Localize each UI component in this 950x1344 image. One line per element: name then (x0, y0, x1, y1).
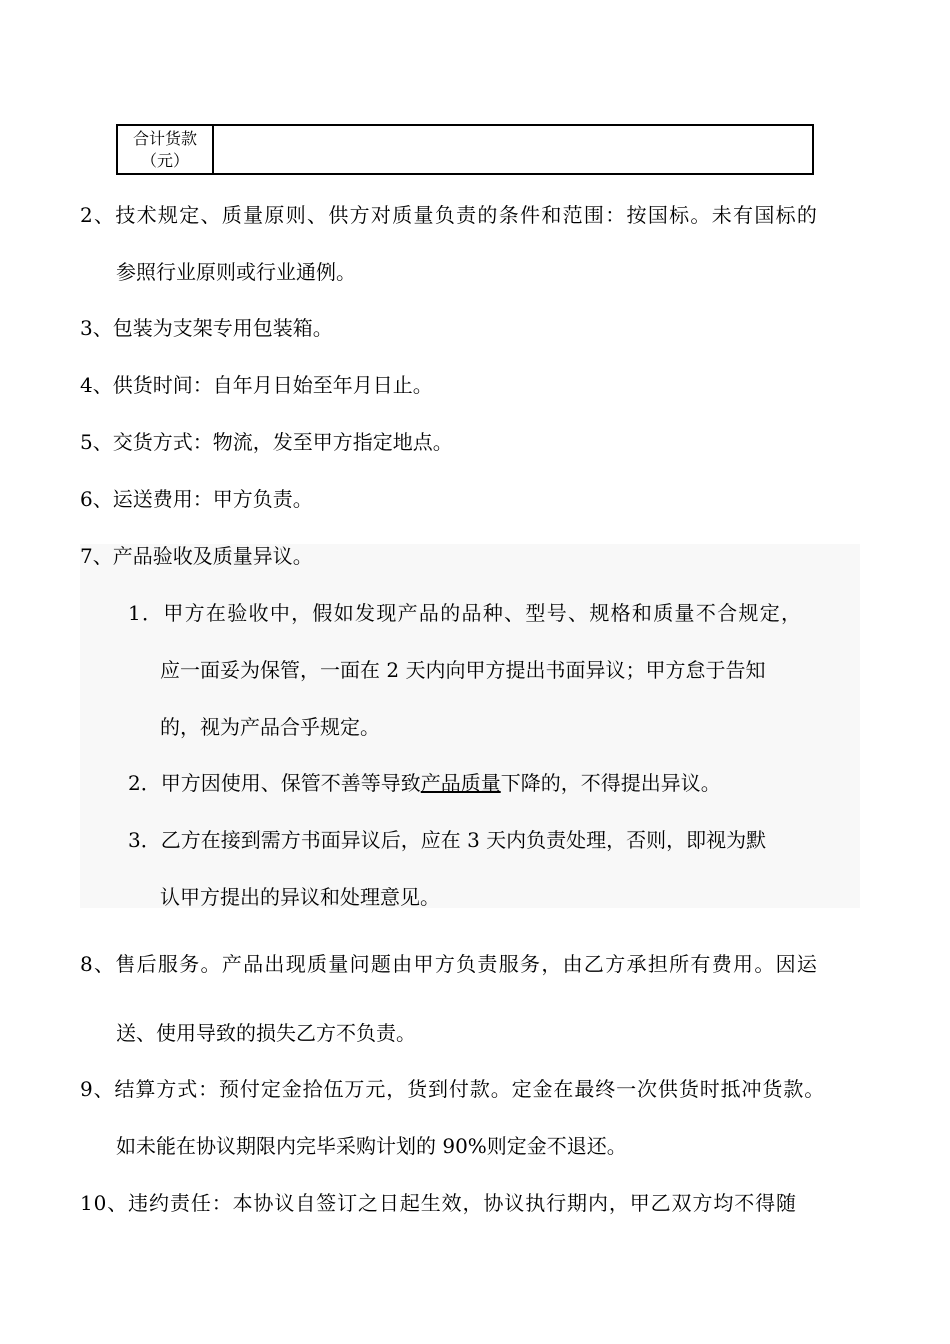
clause-5: 5、交货方式：物流，发至甲方指定地点。 (80, 430, 453, 454)
clause-2-line-1: 2、技术规定、质量原则、供方对质量负责的条件和范围：按国标。未有国标的 (80, 203, 819, 227)
clause-10-line-1: 10、违约责任：本协议自签订之日起生效，协议执行期内，甲乙双方均不得随 (80, 1191, 797, 1215)
total-amount-label-line2: （元） (140, 151, 189, 170)
clause-4: 4、供货时间：自年月日始至年月日止。 (80, 373, 433, 397)
total-amount-label (118, 126, 214, 173)
clause-6: 6、运送费用：甲方负责。 (80, 487, 313, 511)
clause-7-item-1-line-2: 应一面妥为保管，一面在 2 天内向甲方提出书面异议；甲方怠于告知 (160, 658, 766, 682)
total-amount-value (214, 126, 812, 173)
total-amount-label-line1: 合计货款 (132, 129, 197, 148)
clause-7-heading: 7、产品验收及质量异议。 (80, 544, 313, 568)
clause-7-item-1-line-1: 1．甲方在验收中，假如发现产品的品种、型号、规格和质量不合规定， (128, 601, 803, 625)
clause-8-line-1: 8、售后服务。产品出现质量问题由甲方负责服务，由乙方承担所有费用。因运 (80, 952, 819, 976)
clause-7-item-2-text-b: 下降的，不得提出异议。 (500, 771, 721, 795)
clause-9-line-2: 如未能在协议期限内完毕采购计划的 90%则定金不退还。 (116, 1134, 627, 1158)
clause-2-line-2: 参照行业原则或行业通例。 (116, 260, 356, 284)
clause-7-item-3-line-2: 认甲方提出的异议和处理意见。 (160, 885, 440, 909)
clause-7-item-3-line-1: 3．乙方在接到需方书面异议后，应在 3 天内负责处理，否则，即视为默 (128, 828, 767, 852)
clause-3: 3、包装为支架专用包装箱。 (80, 316, 333, 340)
clause-7-item-2-underlined: 产品质量 (420, 771, 501, 795)
clause-7-item-2 (128, 769, 721, 797)
clause-9-line-1: 9、结算方式：预付定金拾伍万元，货到付款。定金在最终一次供货时抵冲货款。 (80, 1077, 826, 1101)
clause-7-item-2-text-a: 2．甲方因使用、保管不善等导致 (128, 771, 421, 795)
clause-8-line-2: 送、使用导致的损失乙方不负责。 (116, 1021, 416, 1045)
clause-7-item-1-line-3: 的，视为产品合乎规定。 (160, 715, 380, 739)
total-amount-table (116, 124, 814, 175)
